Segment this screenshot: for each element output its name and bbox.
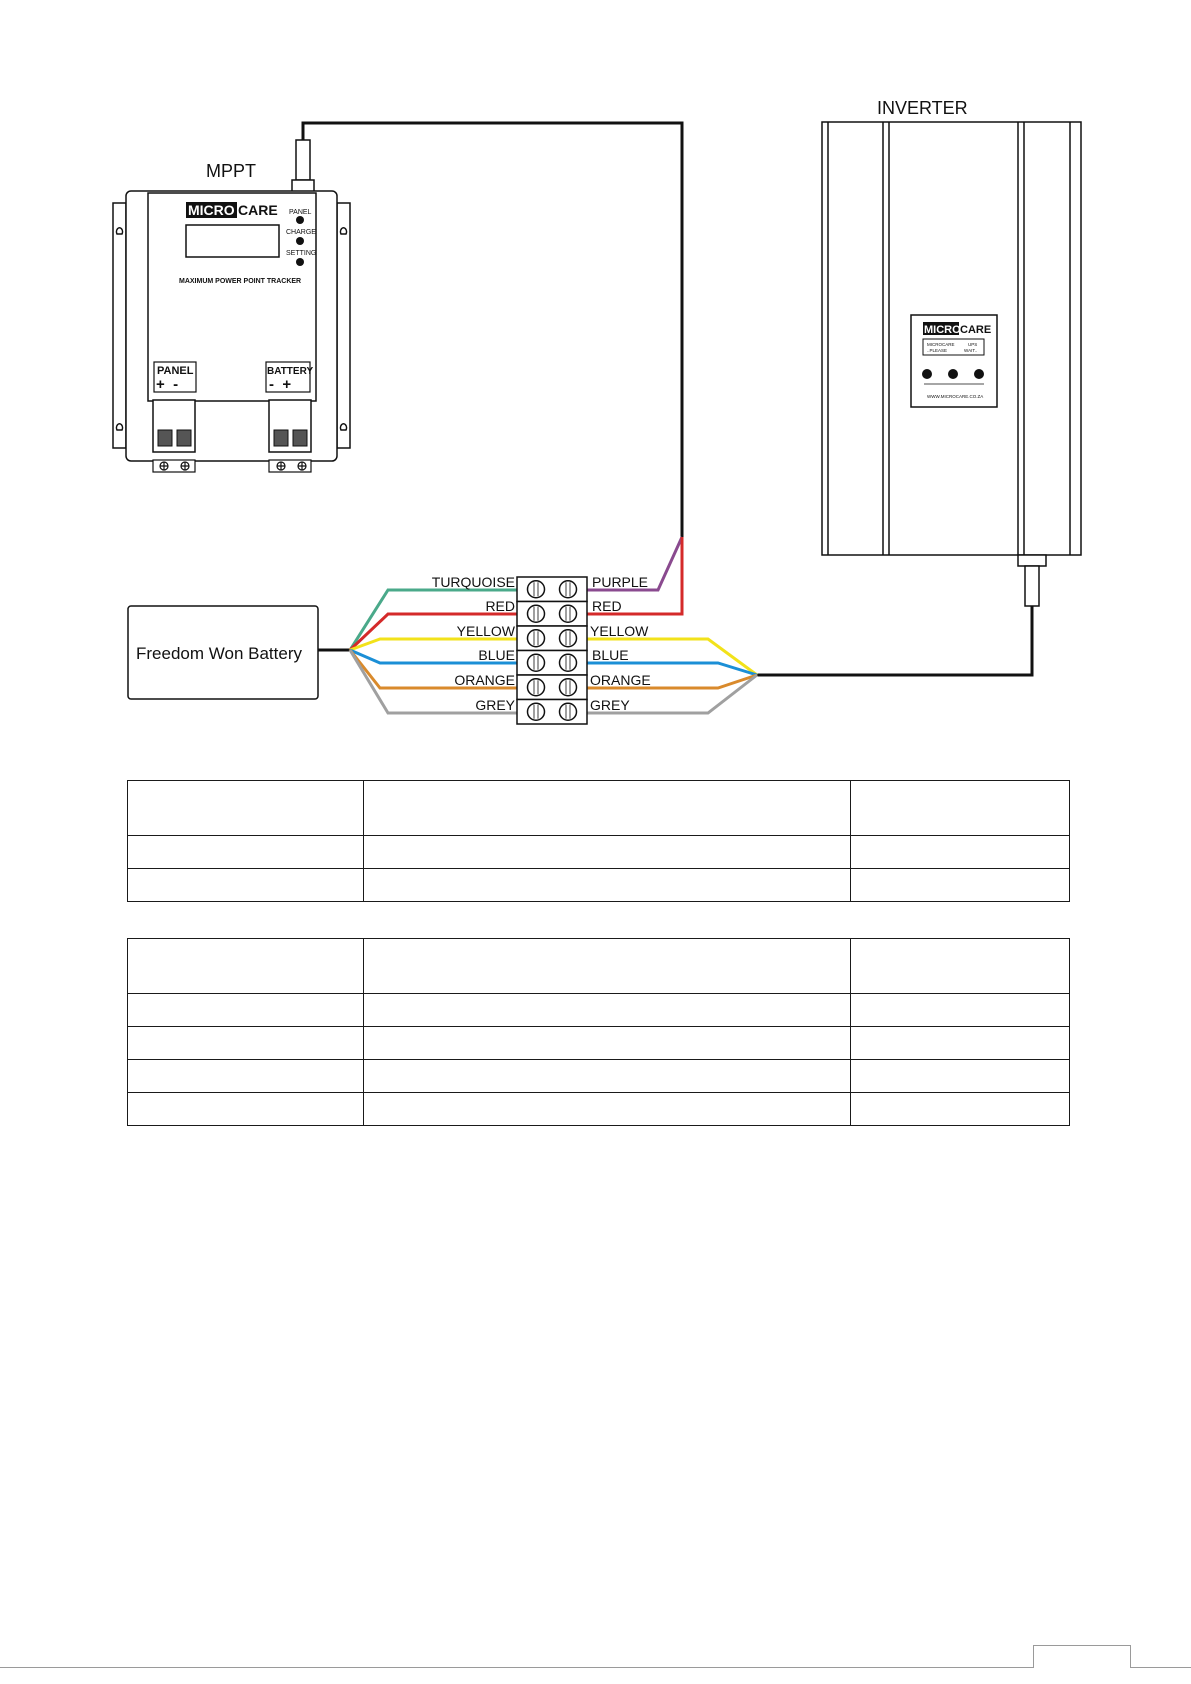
table-cell	[363, 1027, 850, 1060]
terminal-screw	[560, 605, 577, 622]
table-cell	[850, 994, 1069, 1027]
table-cell	[363, 939, 850, 994]
mppt-cable	[303, 123, 682, 537]
label-left-grey: GREY	[475, 697, 515, 713]
mppt-led-charge	[296, 237, 304, 245]
table-2-header-row	[128, 939, 1070, 994]
table-cell	[128, 1060, 364, 1093]
inverter-screen-right: UPS	[968, 342, 978, 347]
mppt-led-label-panel: PANEL	[289, 209, 312, 216]
table-cell	[363, 1093, 850, 1126]
table-row	[128, 836, 1070, 869]
wiring-diagram	[0, 0, 1191, 740]
table-cell	[850, 836, 1069, 869]
label-right-red: RED	[592, 598, 622, 614]
inverter-front-panel	[911, 315, 997, 407]
table-row	[128, 1060, 1070, 1093]
inverter-screen-right2: WAIT..	[964, 348, 978, 353]
table-cell	[128, 836, 364, 869]
mppt-brand-right: CARE	[238, 202, 278, 218]
inverter-screen-left2: ..PLEASE	[927, 348, 948, 353]
table-row	[128, 994, 1070, 1027]
label-right-grey: GREY	[590, 697, 630, 713]
terminal-screw	[528, 654, 545, 671]
inverter-screen-left: MICROCARE	[927, 342, 955, 347]
label-left-red: RED	[485, 598, 515, 614]
terminal-screw	[560, 703, 577, 720]
terminal-screw	[528, 703, 545, 720]
mppt-battery-signs: - +	[269, 376, 292, 393]
page-number-tab	[1033, 1645, 1131, 1668]
mppt-display	[186, 225, 279, 257]
table-1-header-row	[128, 781, 1070, 836]
inverter-cable	[757, 606, 1032, 675]
table-2	[127, 938, 1070, 1126]
table-cell	[128, 1027, 364, 1060]
table-cell	[363, 994, 850, 1027]
inverter-cable-gland	[1018, 555, 1046, 606]
terminal-screw	[560, 630, 577, 647]
terminal-screw	[528, 679, 545, 696]
inverter-brand-right: CARE	[960, 324, 992, 336]
mppt-led-label-charge: CHARGE	[286, 229, 316, 236]
label-left-yellow: YELLOW	[456, 623, 515, 639]
table-cell	[850, 1093, 1069, 1126]
mppt-panel-signs: + -	[156, 376, 179, 393]
table-cell	[363, 781, 850, 836]
inverter-button-3	[974, 369, 984, 379]
table-cell	[850, 939, 1069, 994]
mppt-label: MPPT	[206, 161, 257, 181]
table-cell	[363, 836, 850, 869]
inverter-website: WWW.MICROCARE.CO.ZA	[927, 394, 984, 399]
inverter-brand-left: MICRO	[924, 324, 961, 336]
inverter-button-1	[922, 369, 932, 379]
terminal-screw	[528, 605, 545, 622]
terminal-screw	[560, 679, 577, 696]
terminal-screw	[560, 581, 577, 598]
table-cell	[128, 994, 364, 1027]
table-cell	[128, 781, 364, 836]
mppt-led-panel	[296, 216, 304, 224]
label-right-blue: BLUE	[592, 647, 629, 663]
mppt-led-label-setting: SETTING	[286, 250, 317, 257]
terminal-block	[517, 577, 587, 724]
label-left-blue: BLUE	[478, 647, 515, 663]
label-left-turquoise: TURQUOISE	[431, 574, 515, 590]
terminal-screw	[560, 654, 577, 671]
table-cell	[850, 1027, 1069, 1060]
table-row	[128, 869, 1070, 902]
label-right-purple: PURPLE	[592, 574, 649, 590]
table-row	[128, 1093, 1070, 1126]
label-right-yellow: YELLOW	[590, 623, 649, 639]
mppt-brand-left: MICRO	[188, 202, 235, 218]
table-cell	[128, 1093, 364, 1126]
battery-label: Freedom Won Battery	[136, 644, 302, 663]
table-cell	[850, 781, 1069, 836]
table-1	[127, 780, 1070, 902]
table-cell	[128, 869, 364, 902]
table-cell	[363, 1060, 850, 1093]
terminal-screw	[528, 630, 545, 647]
table-row	[128, 1027, 1070, 1060]
terminal-screw	[528, 581, 545, 598]
table-cell	[363, 869, 850, 902]
table-cell	[850, 869, 1069, 902]
mppt-screw-terminals	[153, 460, 311, 472]
mppt-subtitle: MAXIMUM POWER POINT TRACKER	[179, 278, 302, 285]
label-right-orange: ORANGE	[590, 672, 651, 688]
inverter-button-2	[948, 369, 958, 379]
table-cell	[850, 1060, 1069, 1093]
footer-line	[0, 1667, 1191, 1668]
mppt-battery-label: BATTERY	[267, 366, 314, 377]
mppt-panel-label: PANEL	[157, 365, 194, 377]
mppt-led-setting	[296, 258, 304, 266]
inverter-label: INVERTER	[877, 98, 968, 118]
label-left-orange: ORANGE	[454, 672, 515, 688]
mppt-cable-gland	[292, 140, 314, 192]
table-cell	[128, 939, 364, 994]
